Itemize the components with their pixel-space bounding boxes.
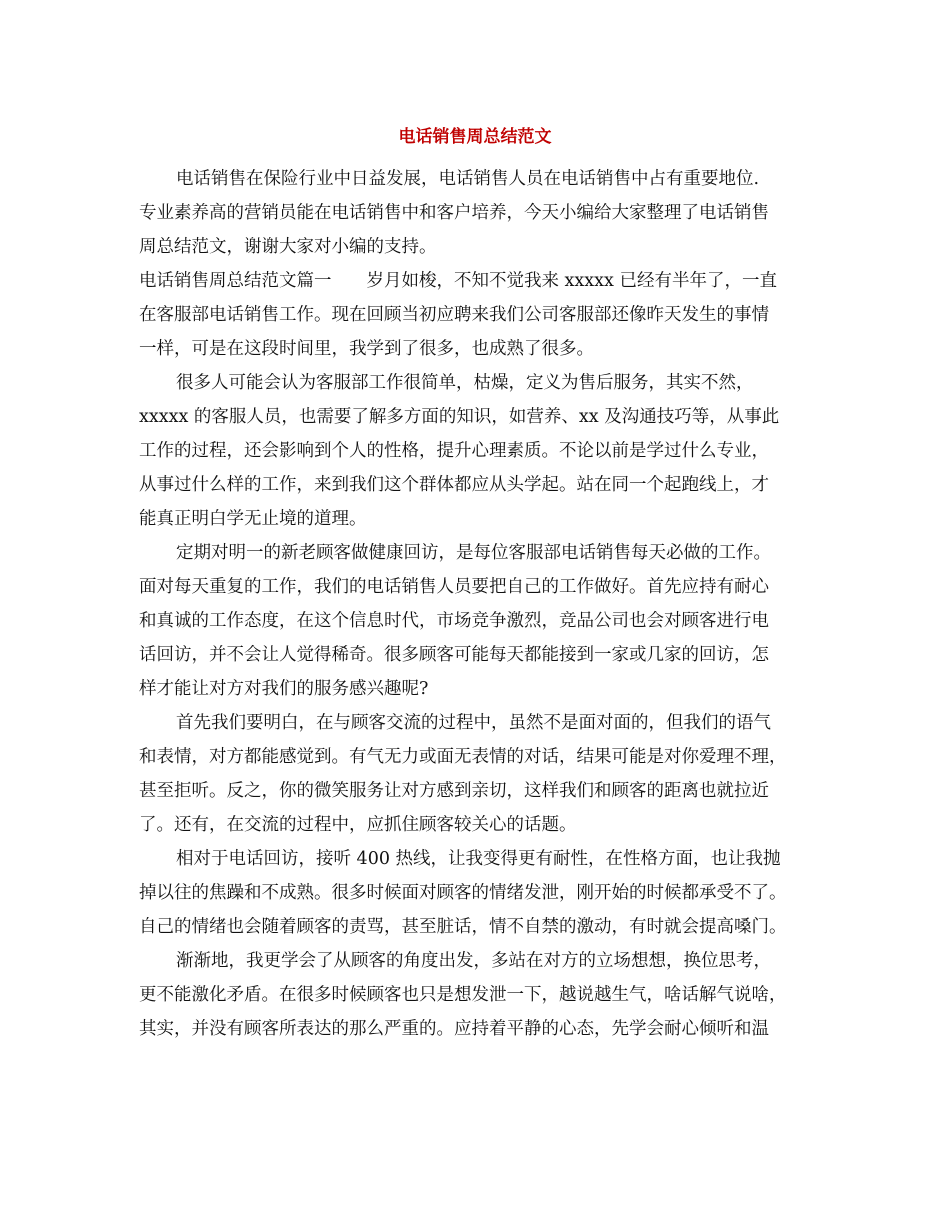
body-line: 工作的过程，还会影响到个人的性格，提升心理素质。不论以前是学过什么专业， <box>139 441 769 461</box>
body-line: 在客服部电话销售工作。现在回顾当初应聘来我们公司客服部还像昨天发生的事情 <box>139 305 769 325</box>
body-line: 周总结范文，谢谢大家对小编的支持。 <box>139 237 437 257</box>
body-line: 从事过什么样的工作，来到我们这个群体都应从头学起。站在同一个起跑线上，才 <box>139 475 769 495</box>
body-line: 专业素养高的营销员能在电话销售中和客户培养，今天小编给大家整理了电话销售 <box>139 203 769 223</box>
body-line: 很多人可能会认为客服部工作很简单，枯燥，定义为售后服务，其实不然， <box>176 373 754 393</box>
body-line: 甚至拒听。反之，你的微笑服务让对方感到亲切，这样我们和顾客的距离也就拉近 <box>139 781 769 801</box>
body-line: 样才能让对方对我们的服务感兴趣呢? <box>139 679 429 699</box>
body-line: 和真诚的工作态度，在这个信息时代，市场竞争激烈，竞品公司也会对顾客进行电 <box>139 611 769 631</box>
body-line: 定期对明一的新老顾客做健康回访，是每位客服部电话销售每天必做的工作。 <box>176 543 771 563</box>
body-line: 电话销售在保险行业中日益发展，电话销售人员在电话销售中占有重要地位. <box>176 169 760 189</box>
body-line: 更不能激化矛盾。在很多时候顾客也只是想发泄一下，越说越生气，啥话解气说啥， <box>139 985 787 1005</box>
body-line: 渐渐地，我更学会了从顾客的角度出发，多站在对方的立场想想，换位思考， <box>176 951 771 971</box>
body-line: 一样，可是在这段时间里，我学到了很多，也成熟了很多。 <box>139 339 594 359</box>
body-line: 其实，并没有顾客所表达的那么严重的。应持着平静的心态，先学会耐心倾听和温 <box>139 1019 769 1039</box>
body-line: 相对于电话回访，接听 400 热线，让我变得更有耐性，在性格方面，也让我抛 <box>176 849 781 869</box>
body-line: 和表情，对方都能感觉到。有气无力或面无表情的对话，结果可能是对你爱理不理， <box>139 747 787 767</box>
page-title: 电话销售周总结范文 <box>398 127 552 147</box>
body-line: 掉以往的焦躁和不成熟。很多时候面对顾客的情绪发泄，刚开始的时候都承受不了。 <box>139 883 787 903</box>
body-line: xxxxx 的客服人员，也需要了解多方面的知识，如营养、xx 及沟通技巧等，从事此 <box>139 407 780 427</box>
body-line: 能真正明白学无止境的道理。 <box>139 509 367 529</box>
body-line: 首先我们要明白，在与顾客交流的过程中，虽然不是面对面的，但我们的语气 <box>176 713 771 733</box>
body-line: 电话销售周总结范文篇一 岁月如梭，不知不觉我来 xxxxx 已经有半年了，一直 <box>139 271 777 291</box>
body-line: 面对每天重复的工作，我们的电话销售人员要把自己的工作做好。首先应持有耐心 <box>139 577 769 597</box>
body-line: 自己的情绪也会随着顾客的责骂，甚至脏话，情不自禁的激动，有时就会提高嗓门。 <box>139 917 787 937</box>
body-line: 话回访，并不会让人觉得稀奇。很多顾客可能每天都能接到一家或几家的回访，怎 <box>139 645 769 665</box>
body-line: 了。还有，在交流的过程中，应抓住顾客较关心的话题。 <box>139 815 577 835</box>
